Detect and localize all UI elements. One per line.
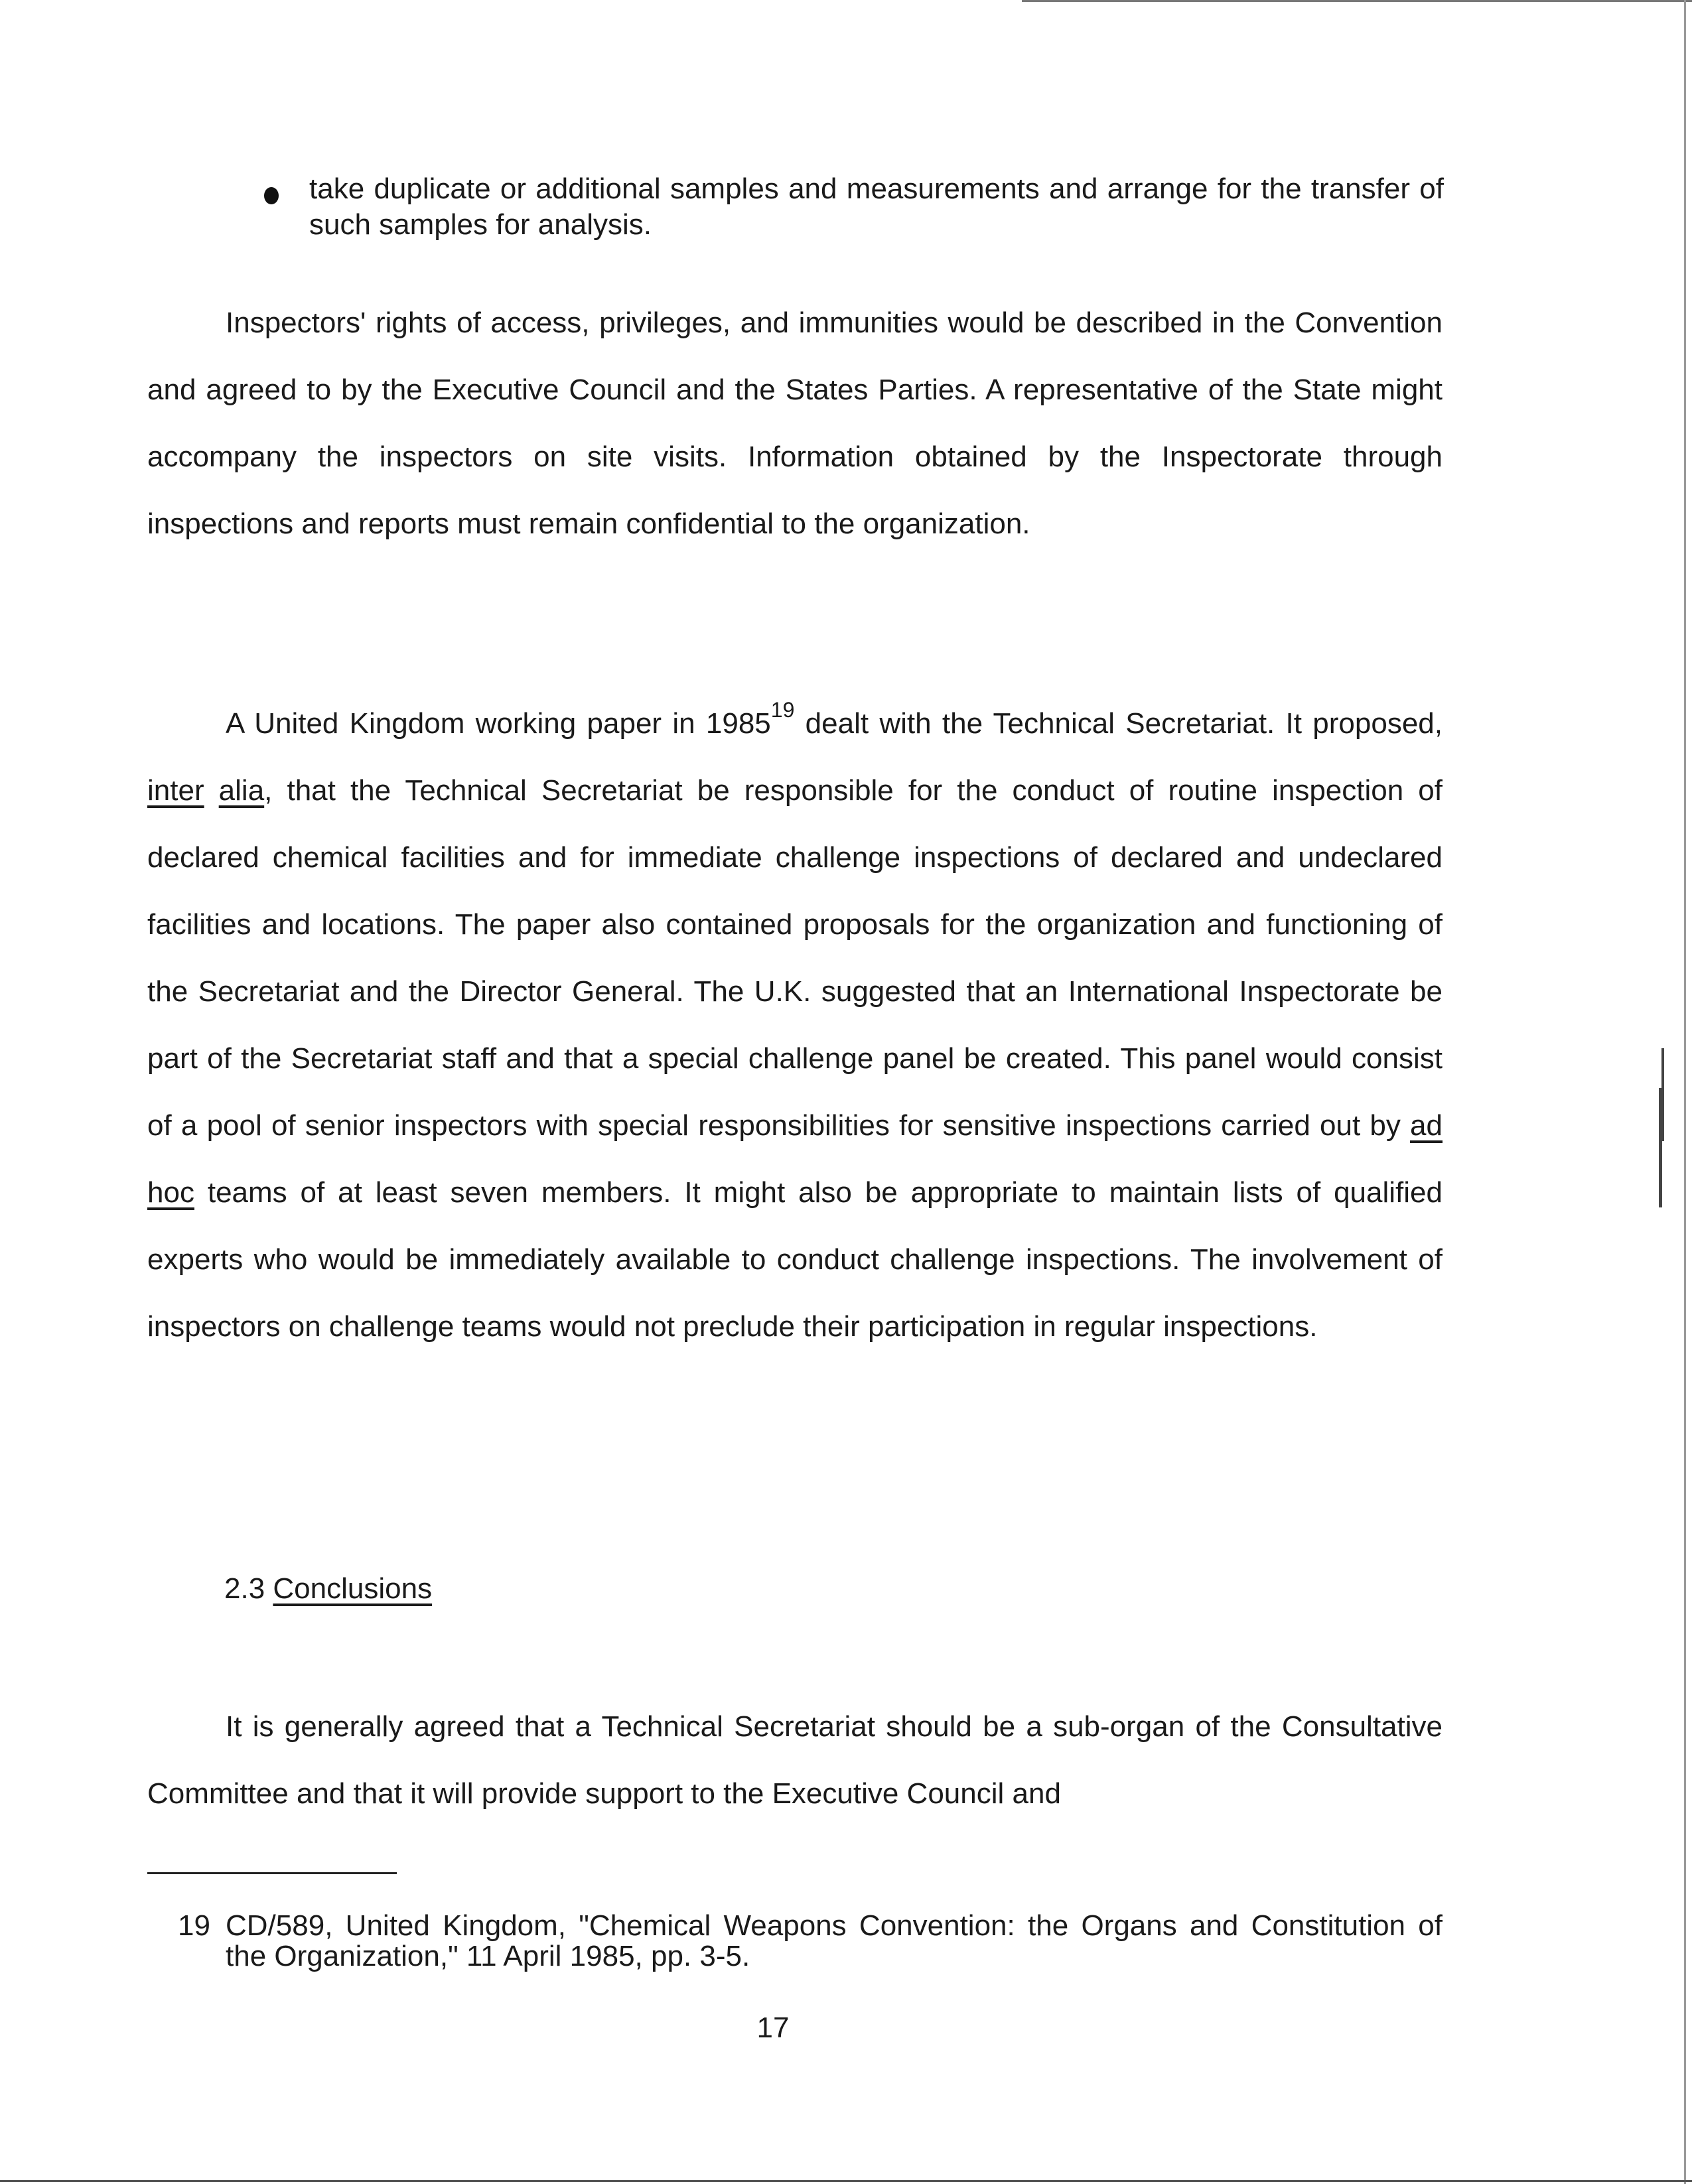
paragraph-text: A United Kingdom working paper in 1985 — [226, 707, 771, 740]
paragraph-text: It is generally agreed that a Technical Secretariat should be a sub-organ of the Consultative Committee and that it will provide support to the Executive Council and — [147, 1710, 1443, 1810]
paragraph-conclusions — [147, 1693, 1443, 1827]
scan-edge-bottom — [0, 2180, 1692, 2182]
footnote-text: CD/589, United Kingdom, "Chemical Weapons Convention: the Organs and Constitution of the Organization," 11 April 1985, pp. 3-5. — [226, 1909, 1443, 1972]
paragraph-inspectors-rights — [147, 289, 1443, 557]
page-number: 17 — [756, 2012, 790, 2044]
bullet-dot-icon — [264, 187, 279, 204]
footnote-number: 19 — [178, 1909, 210, 1942]
underlined-term: ad — [1410, 1109, 1443, 1142]
paragraph-text: teams of at least seven members. It might also be appropriate to maintain lists of qualified experts who would be immediately available to conduct challenge inspections. The involvement of inspectors on challenge teams would not preclude their participation in regular inspections. — [147, 1176, 1443, 1343]
section-number: 2.3 — [224, 1572, 265, 1605]
footnote-divider — [147, 1872, 397, 1874]
underlined-term: alia — [218, 774, 265, 807]
paragraph-uk-working-paper — [147, 690, 1443, 1360]
bullet-text: take duplicate or additional samples and measurements and arrange for the transfer of such samples for analysis. — [309, 172, 1444, 241]
underlined-term: hoc — [147, 1176, 194, 1209]
underlined-term: inter — [147, 774, 204, 807]
section-title: Conclusions — [273, 1572, 433, 1605]
scan-margin-mark — [1659, 1088, 1662, 1207]
paragraph-text: Inspectors' rights of access, privileges, and immunities would be described in the Convention and agreed to by the Executive Council and the States Parties. A representative of the State might accompany the inspectors on site visits. Information obtained by the Inspectorate through inspections and reports must remain confidential to the organization. — [147, 307, 1443, 540]
paragraph-text: , that the Technical Secretariat be responsible for the conduct of routine inspection of declared chemical facilities and for immediate challenge inspections of declared and undeclared facilities and locations. The paper also contained proposals for the organization and functioning of the Secretariat and the Director General. The U.K. suggested that an International Inspectorate be part of the Secretariat staff and that a special challenge panel be created. This panel would consist of a pool of senior inspectors with special responsibilities for sensitive inspections carried out by — [147, 774, 1443, 1142]
section-heading — [224, 1571, 432, 1607]
paragraph-text: dealt with the Technical Secretariat. It proposed, — [794, 707, 1443, 740]
footnote-reference: 19 — [770, 698, 795, 722]
paragraph-text — [204, 774, 219, 807]
scan-edge-right — [1684, 0, 1686, 2184]
scan-edge-top — [1022, 0, 1692, 2]
